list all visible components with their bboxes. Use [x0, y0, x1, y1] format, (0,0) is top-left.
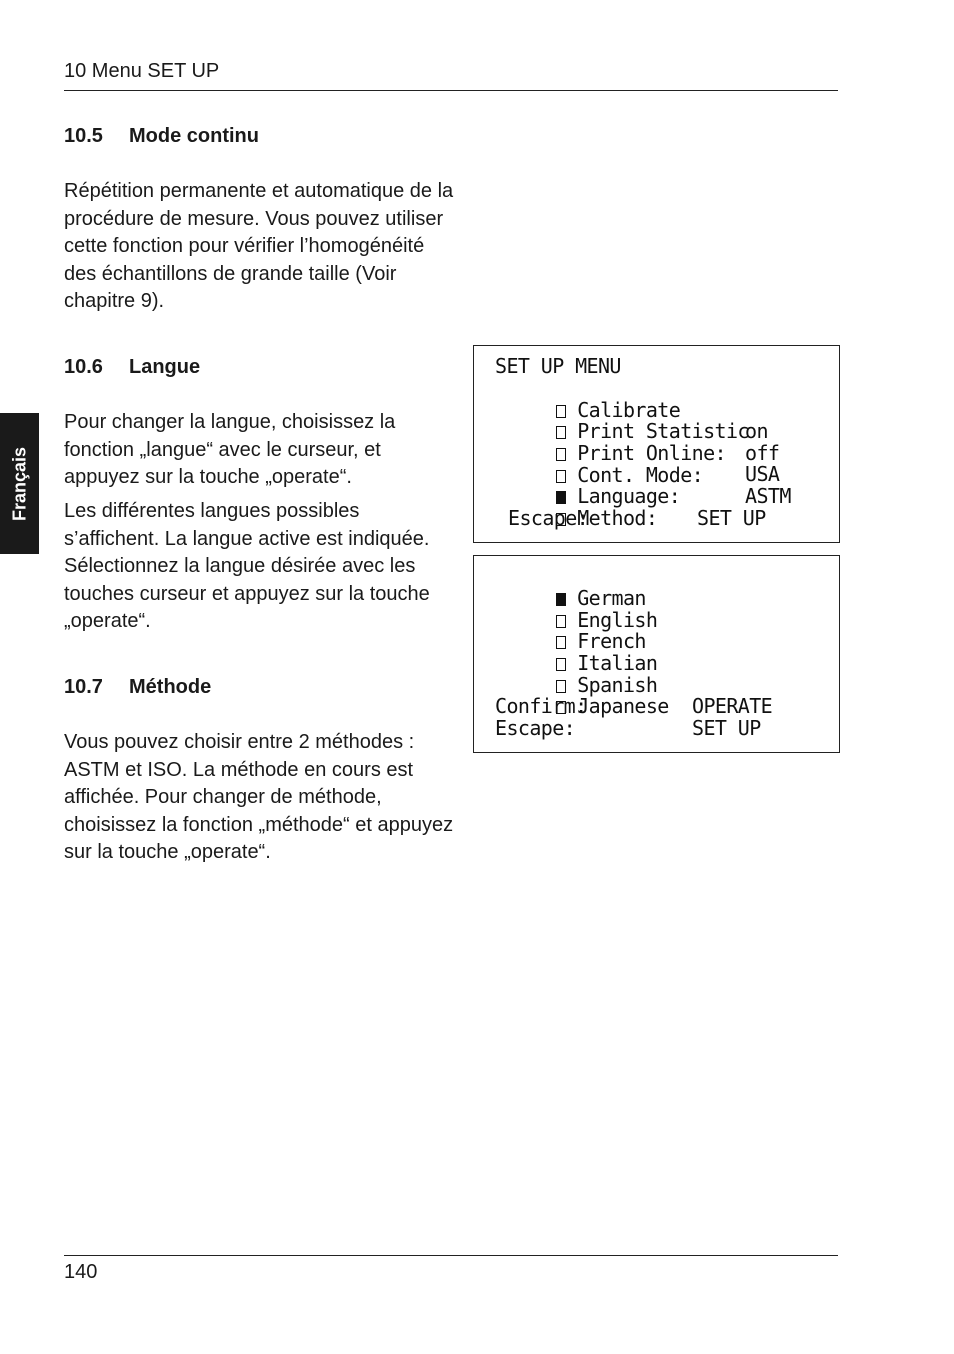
confirm-value: OPERATE [692, 694, 773, 718]
setup-menu-item-selected: Language: [510, 463, 680, 485]
section-number: 10.7 [64, 676, 103, 698]
section-title: Langue [129, 356, 201, 378]
header-rule [64, 90, 838, 91]
print-online-value: on [745, 419, 768, 443]
setup-menu-title: SET UP MENU [495, 354, 621, 378]
language-side-tab [0, 413, 39, 554]
confirm-label: Confirm: [495, 694, 587, 718]
section-number: 10.6 [64, 356, 103, 378]
section-title: Mode continu [129, 125, 259, 147]
language-escape-label: Escape: [495, 716, 576, 740]
setup-menu-item: Cont. Mode: [510, 442, 703, 464]
language-value: USA [745, 462, 780, 486]
language-option: French [510, 608, 646, 630]
running-header: 10 Menu SET UP [64, 60, 220, 82]
section-title: Méthode [129, 676, 212, 698]
paragraph-langue-2: Les différentes langues possibles s’affichent. La langue active est indiquée. Sélectionnez la langue désirée avec les touches curseur et appuyez sur la touche „operate“. [64, 500, 430, 632]
language-option: English [510, 587, 657, 609]
setup-menu-item: Method: [510, 485, 657, 507]
setup-menu-item: Calibrate [510, 377, 680, 399]
setup-menu-item: Print Statistic [510, 398, 749, 420]
section-heading-10-7 [64, 676, 211, 699]
section-heading-10-5 [64, 125, 259, 148]
section-number: 10.5 [64, 125, 103, 147]
paragraph-langue-1: Pour changer la langue, choisissez la fonction „langue“ avec le curseur, et appuyez sur la touche „operate“. [64, 411, 396, 488]
side-tab-label: Français [9, 446, 29, 521]
section-heading-10-6 [64, 356, 200, 379]
page-number: 140 [64, 1261, 98, 1283]
cont-mode-value: off [745, 441, 780, 465]
footer-rule [64, 1255, 838, 1256]
language-menu-display [473, 555, 840, 753]
setup-menu-item: Print Online: [510, 420, 726, 442]
language-option: Japanese [510, 673, 669, 695]
language-option: Spanish [510, 652, 657, 674]
setup-escape-label: Escape: [508, 506, 589, 530]
setup-escape-value: SET UP [697, 506, 766, 530]
setup-menu-display [473, 345, 840, 543]
language-option: Italian [510, 630, 657, 652]
paragraph-methode: Vous pouvez choisir entre 2 méthodes : ASTM et ISO. La méthode en cours est affichée. Pour changer de méthode, choisissez la fonction „méthode“ et appuyez sur la touche „operate“. [64, 731, 454, 863]
paragraph-mode-continu: Répétition permanente et automatique de la procédure de mesure. Vous pouvez utiliser cette fonction pour vérifier l’homogénéité des échantillons de grande taille (Voir chapitre 9). [64, 180, 454, 312]
language-option-selected: German [510, 565, 646, 587]
method-value: ASTM [745, 484, 791, 508]
language-escape-value: SET UP [692, 716, 761, 740]
